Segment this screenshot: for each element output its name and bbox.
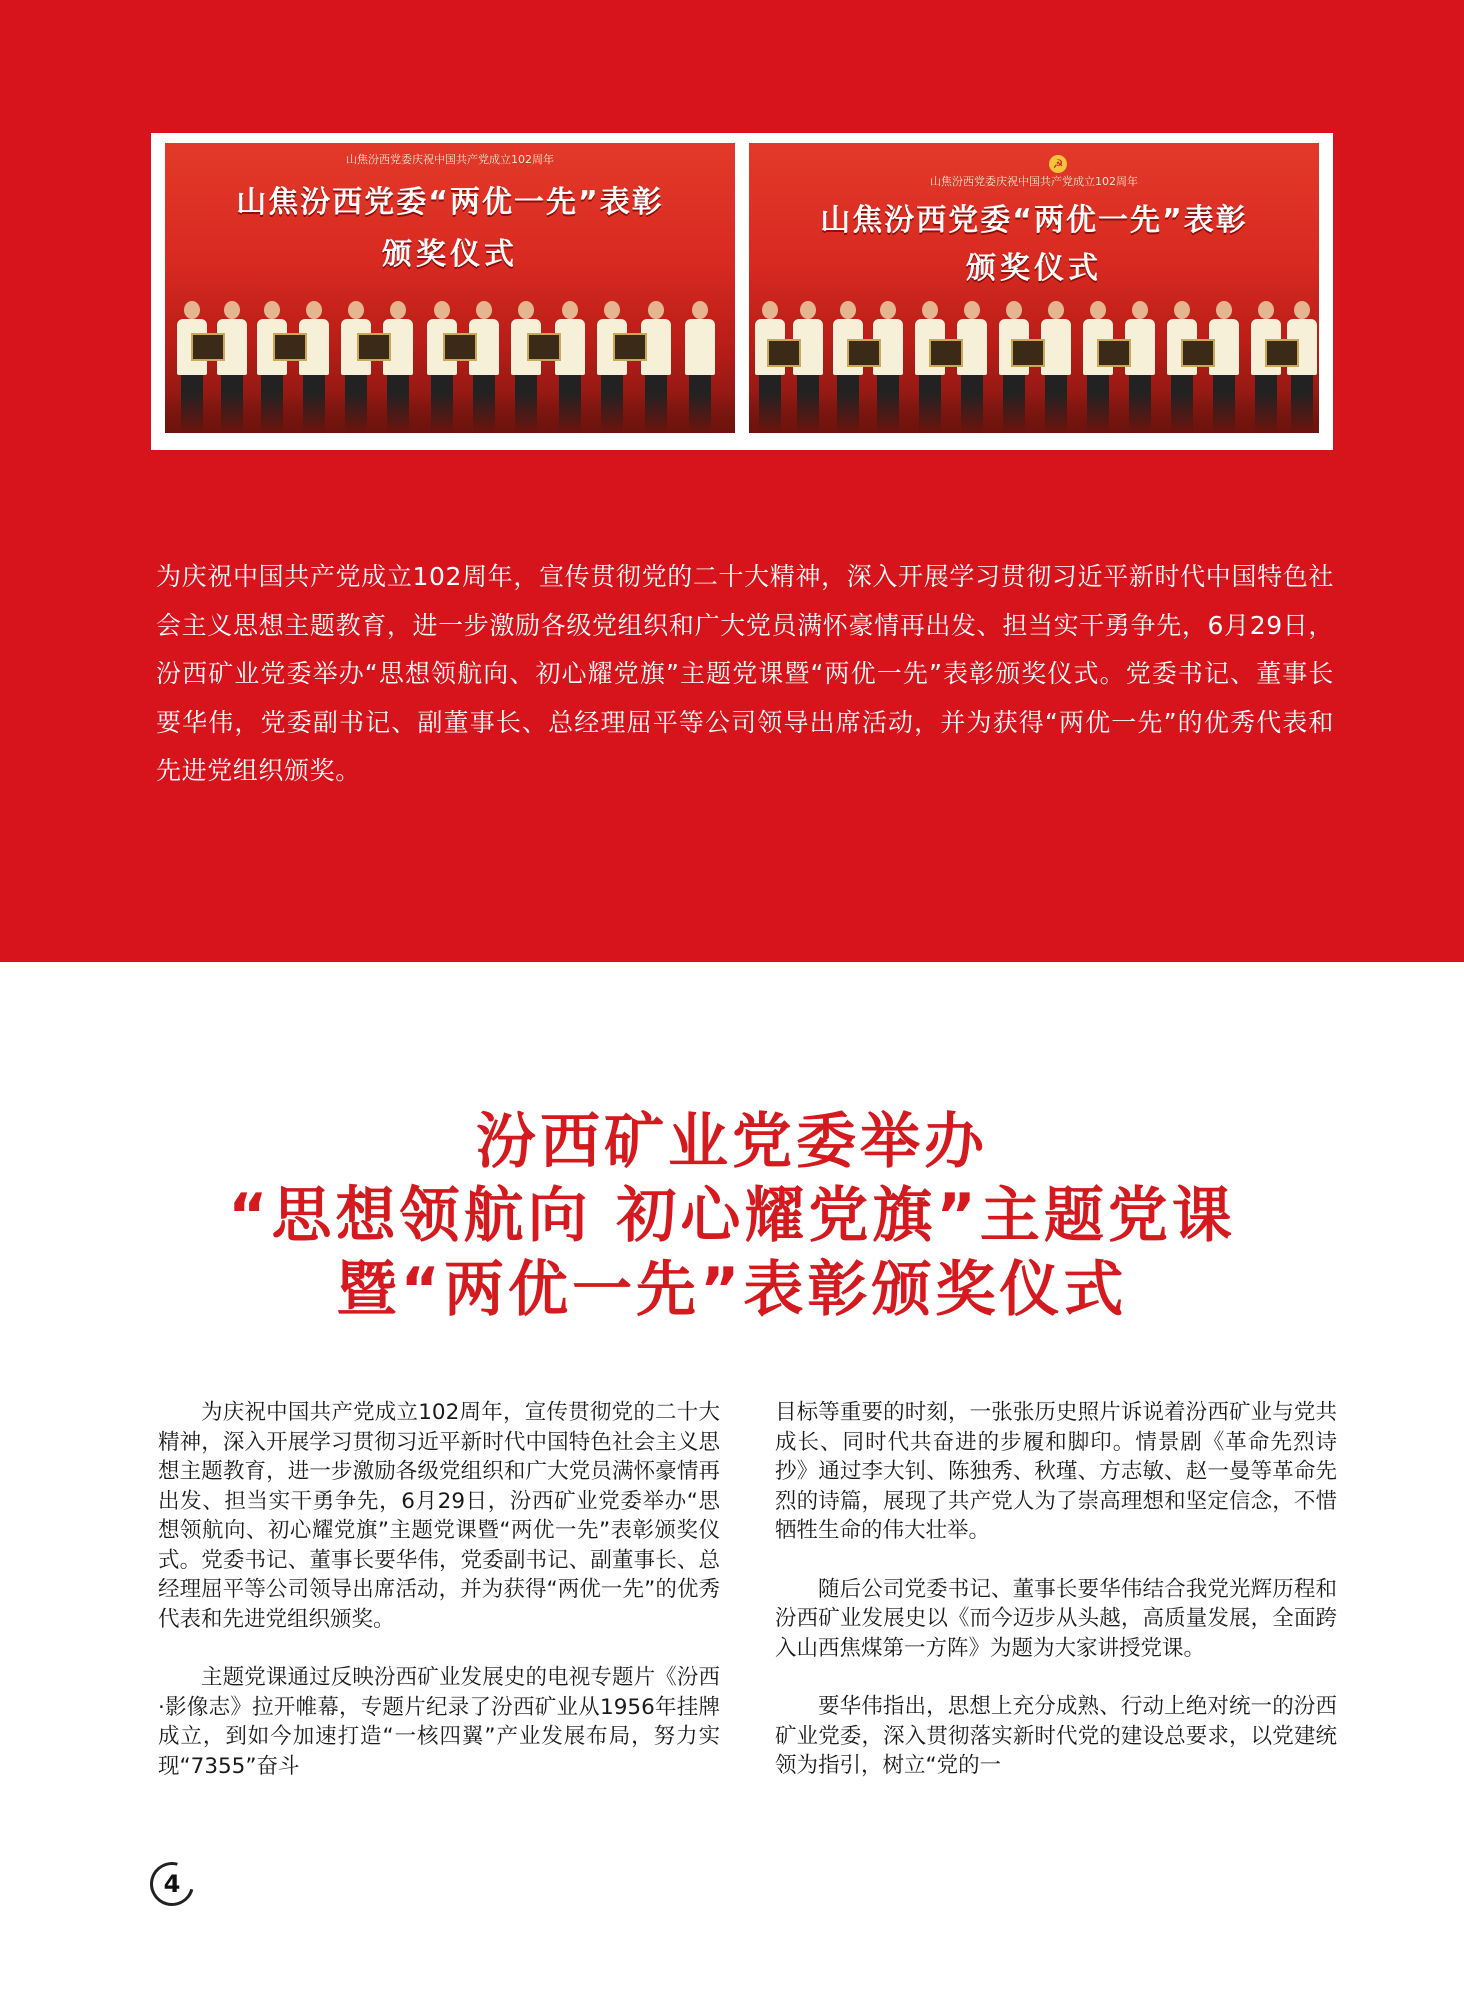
body-paragraph: 为庆祝中国共产党成立102周年，宣传贯彻党的二十大精神，深入开展学习贯彻习近平新时代中国特色社会主义思想主题教育，进一步激励各级党组织和广大党员满怀豪情再出发、担当实干勇争先，6月29日，汾西矿业党委举办“思想领航向、初心耀党旗”主题党课暨“两优一先”表彰颁奖仪式。党委书记、董事长要华伟，党委副书记、副董事长、总经理屈平等公司领导出席活动，并为获得“两优一先”的优秀代表和先进党组织颁奖。 [158,1400,720,1632]
photo-banner-caption: 山焦汾西党委庆祝中国共产党成立102周年 [346,153,554,166]
photo-banner-title: 山焦汾西党委“两优一先”表彰 [236,185,664,220]
award-plaque [527,333,561,361]
award-photo-left [165,143,735,433]
photo-banner-subtitle: 颁奖仪式 [382,237,518,272]
award-plaque [191,333,225,361]
photo-frame [151,133,1333,450]
stage-floor [165,393,735,433]
photo-banner-caption: 山焦汾西党委庆祝中国共产党成立102周年 [930,175,1138,188]
page-number: 4 [163,1870,181,1898]
body-paragraph: 目标等重要的时刻，一张张历史照片诉说着汾西矿业与党共成长、同时代共奋进的步履和脚印。情景剧《革命先烈诗抄》通过李大钊、陈独秀、秋瑾、方志敏、赵一曼等革命先烈的诗篇，展现了共产党人为了崇高理想和坚定信念，不惜牺牲生命的伟大壮举。 [775,1400,1337,1543]
award-plaque [1265,339,1299,367]
body-paragraph: 要华伟指出，思想上充分成熟、行动上绝对统一的汾西矿业党委，深入贯彻落实新时代党的建设总要求，以党建统领为指引，树立“党的一 [775,1694,1337,1778]
stage-floor [749,393,1319,433]
body-paragraph: 主题党课通过反映汾西矿业发展史的电视专题片《汾西·影像志》拉开帷幕，专题片纪录了汾西矿业从1956年挂牌成立，到如今加速打造“一核四翼”产业发展布局，努力实现“7355”奋斗 [158,1665,720,1779]
headline-line-3: 暨“两优一先”表彰颁奖仪式 [336,1255,1128,1325]
award-plaque [1181,339,1215,367]
photo-banner-title: 山焦汾西党委“两优一先”表彰 [820,203,1248,238]
award-plaque [847,339,881,367]
intro-paragraph: 为庆祝中国共产党成立102周年，宣传贯彻党的二十大精神，深入开展学习贯彻习近平新时代中国特色社会主义思想主题教育，进一步激励各级党组织和广大党员满怀豪情再出发、担当实干勇争先，6月29日，汾西矿业党委举办“思想领航向、初心耀党旗”主题党课暨“两优一先”表彰颁奖仪式。党委书记、董事长要华伟，党委副书记、副董事长、总经理屈平等公司领导出席活动，并为获得“两优一先”的优秀代表和先进党组织颁奖。 [156,562,1334,785]
party-emblem-icon: ☭ [1049,155,1067,173]
photo-banner-subtitle: 颁奖仪式 [966,251,1102,286]
article-column-right [775,1398,1337,1810]
award-plaque [357,333,391,361]
body-paragraph: 随后公司党委书记、董事长要华伟结合我党光辉历程和汾西矿业发展史以《而今迈步从头越，高质量发展，全面跨入山西焦煤第一方阵》为题为大家讲授党课。 [775,1576,1337,1661]
award-plaque [273,333,307,361]
article-headline [0,1105,1464,1327]
award-plaque [443,333,477,361]
headline-line-2: “思想领航向 初心耀党旗”主题党课 [228,1181,1236,1251]
award-plaque [613,333,647,361]
award-photo-right [749,143,1319,433]
award-plaque [929,339,963,367]
article-column-left [158,1398,720,1810]
award-plaque [767,339,801,367]
award-plaque [1011,339,1045,367]
award-plaque [1097,339,1131,367]
headline-line-1: 汾西矿业党委举办 [476,1107,988,1177]
